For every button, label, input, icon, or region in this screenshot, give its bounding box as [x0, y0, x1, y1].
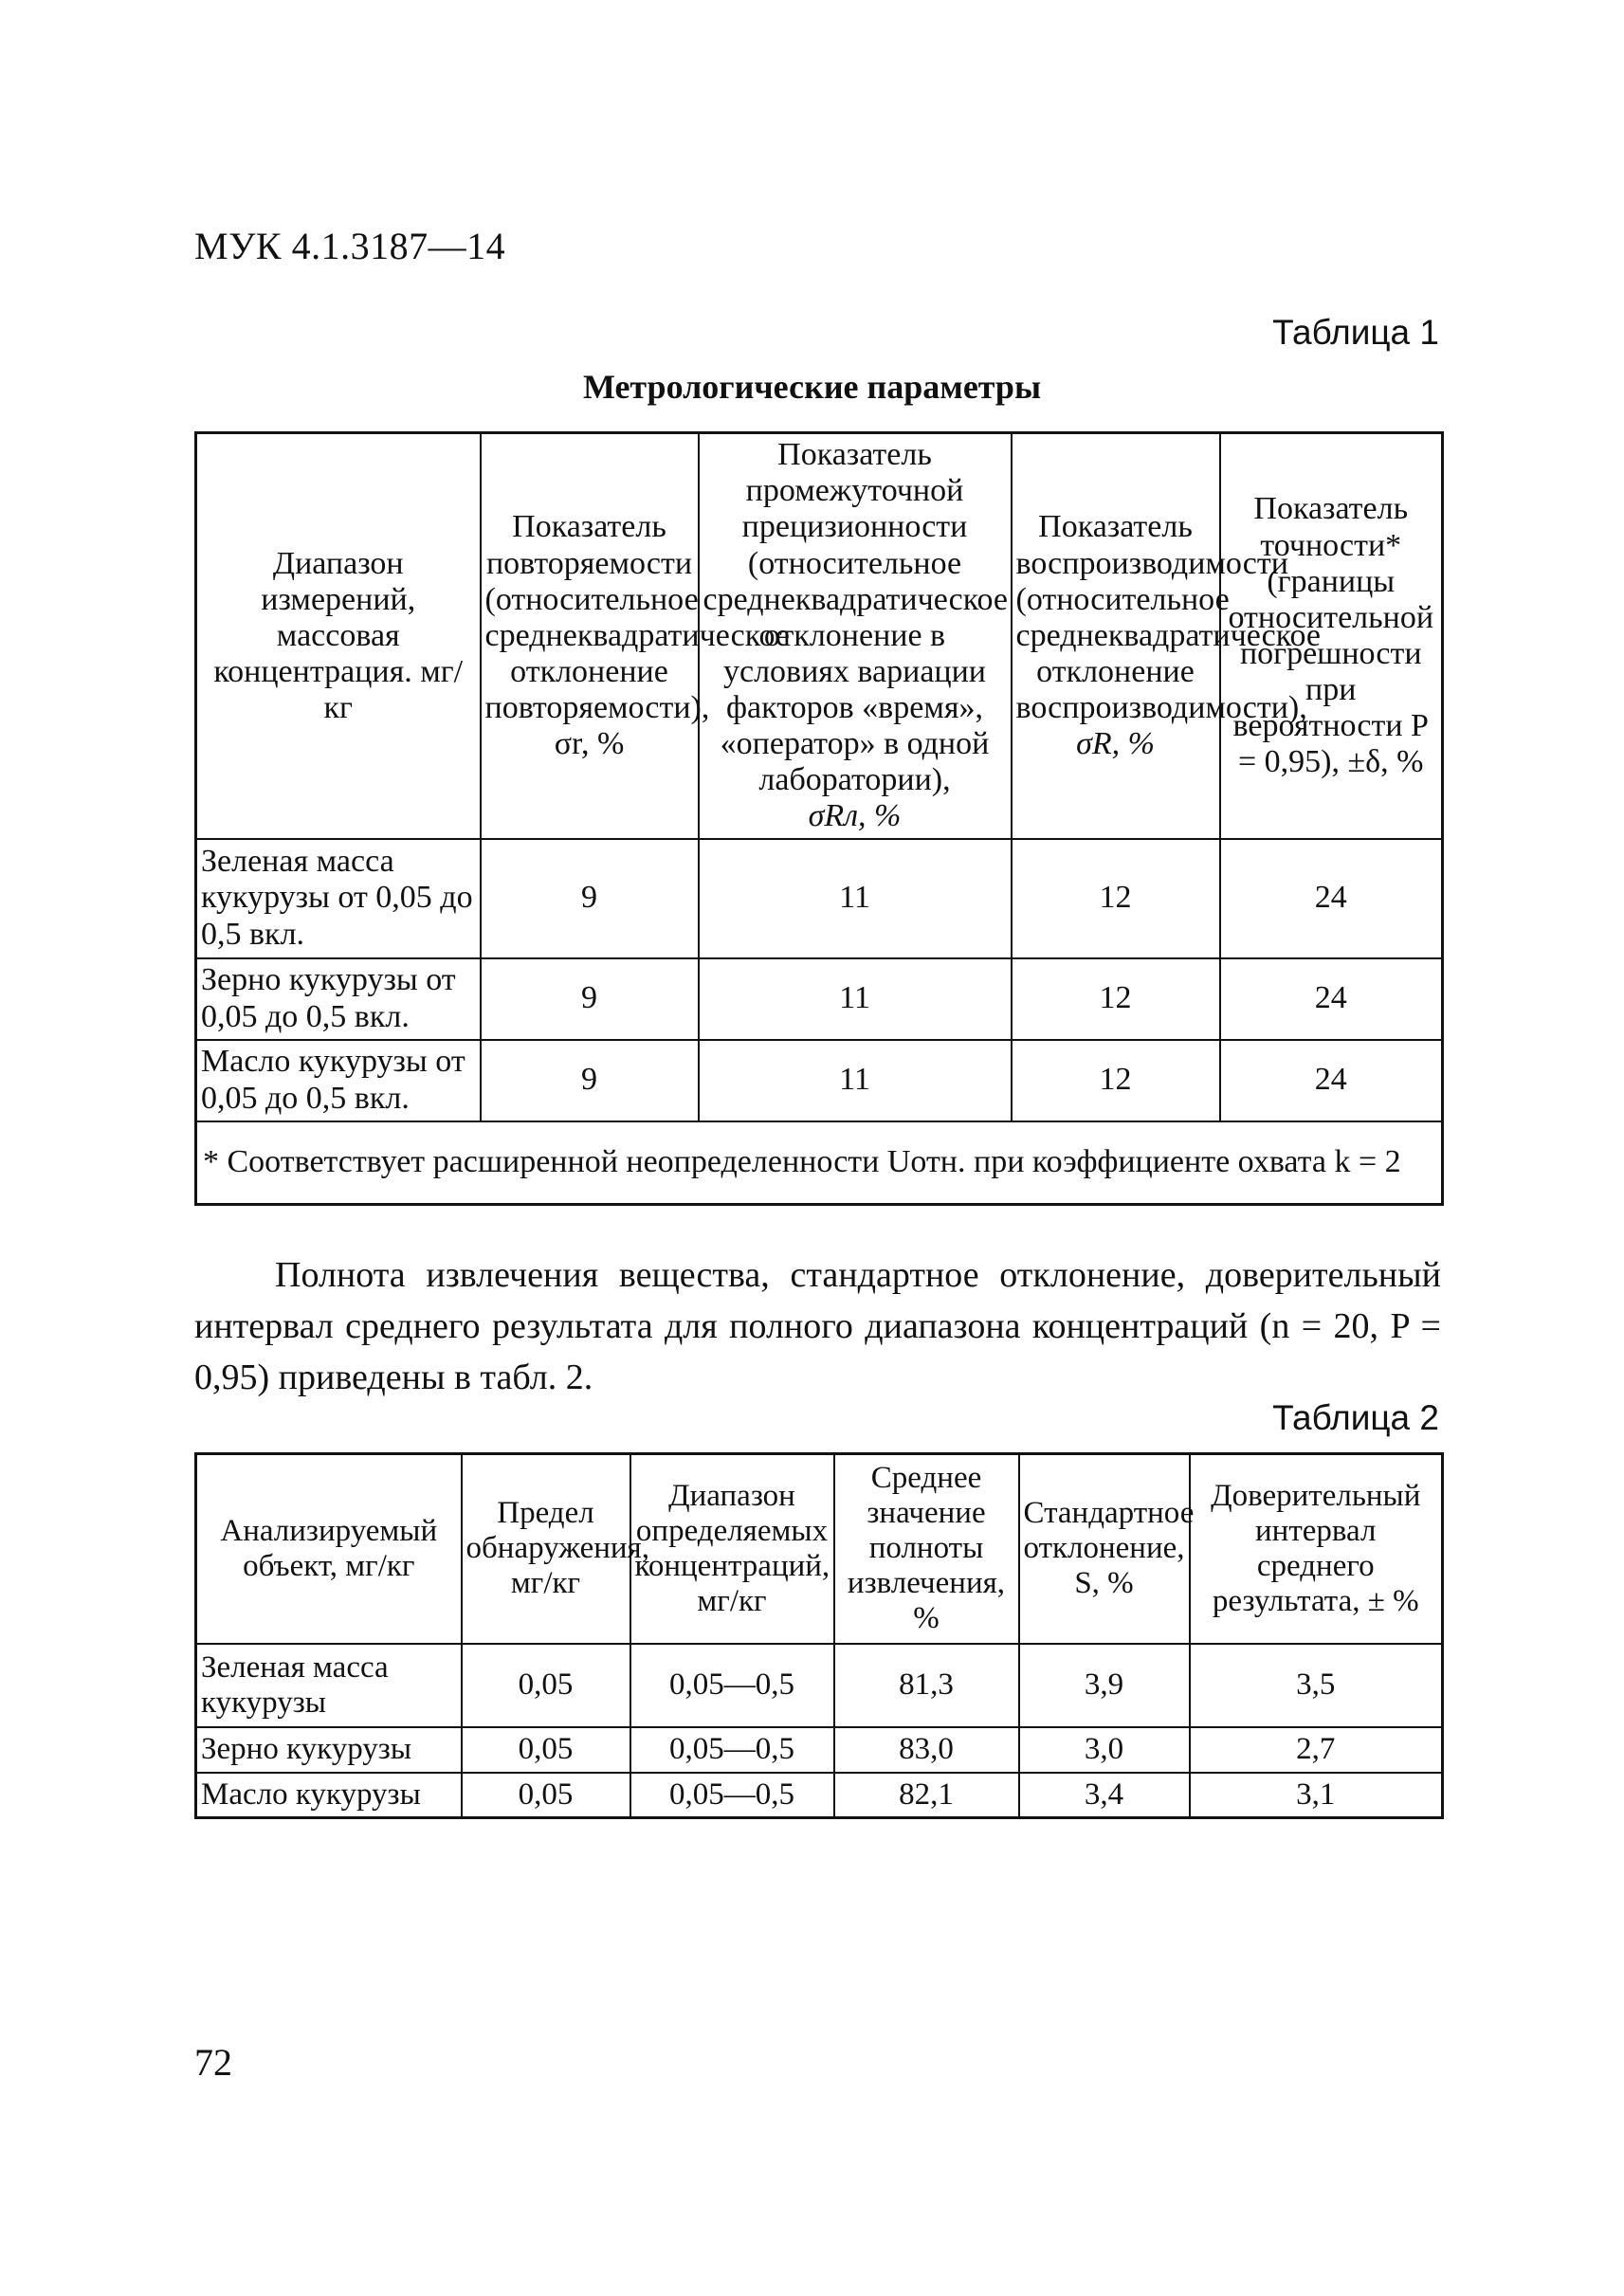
header-accuracy: Показатель точности* (границы относительной погрешности при вероятности P = 0,95), ±δ, % [1220, 433, 1443, 839]
header-object: Анализируемый объект, мг/кг [196, 1454, 462, 1644]
row-object: Зеленая масса кукурузы [196, 1644, 462, 1727]
table-row [196, 839, 1443, 958]
row-repeatability: 9 [481, 958, 699, 1040]
page-number: 72 [194, 2041, 232, 2084]
row-range: Масло кукурузы от 0,05 до 0,5 вкл. [196, 1040, 481, 1121]
table1-title: Метрологические параметры [582, 368, 1042, 406]
header-accuracy-symbol: P = 0,95), ±δ, % [1238, 707, 1429, 779]
table-row [196, 1727, 1443, 1773]
row-range: 0,05—0,5 [630, 1727, 834, 1773]
table-row [196, 1644, 1443, 1727]
row-repeatability: 9 [481, 839, 699, 958]
table1-footnote: * Соответствует расширенной неопределенности Uотн. при коэффициенте охвата k = 2 [196, 1121, 1443, 1205]
row-limit: 0,05 [462, 1727, 630, 1773]
table-row [196, 1773, 1443, 1818]
row-range: Зерно кукурузы от 0,05 до 0,5 вкл. [196, 958, 481, 1040]
row-intermediate: 11 [699, 839, 1012, 958]
header-intermediate-symbol: σRл, % [808, 798, 902, 834]
row-repeatability: 9 [481, 1040, 699, 1121]
row-sd: 3,4 [1019, 1773, 1190, 1818]
header-concentration-range: Диапазон определяемых концентраций, мг/кг [630, 1454, 834, 1644]
header-standard-deviation: Стандартное отклонение, S, % [1019, 1454, 1190, 1644]
row-intermediate: 11 [699, 958, 1012, 1040]
recovery-table [194, 1452, 1444, 1819]
row-ci: 3,5 [1190, 1644, 1443, 1727]
header-repeatability: Показатель повторяемости (относительное среднеквадратическое отклонение повторяемости), σr, % [481, 433, 699, 839]
row-range: Зеленая масса кукурузы от 0,05 до 0,5 вкл. [196, 839, 481, 958]
header-reproducibility: Показатель воспроизводимости (относительное среднеквадратическое отклонение воспроизводимости), σR, % [1012, 433, 1220, 839]
header-mean-recovery: Среднее значение полноты извлечения, % [834, 1454, 1019, 1644]
row-ci: 3,1 [1190, 1773, 1443, 1818]
row-intermediate: 11 [699, 1040, 1012, 1121]
row-range: 0,05—0,5 [630, 1773, 834, 1818]
row-reproducibility: 12 [1012, 958, 1220, 1040]
row-recovery: 81,3 [834, 1644, 1019, 1727]
row-range: 0,05—0,5 [630, 1644, 834, 1727]
row-ci: 2,7 [1190, 1727, 1443, 1773]
row-object: Масло кукурузы [196, 1773, 462, 1818]
row-accuracy: 24 [1220, 958, 1443, 1040]
row-reproducibility: 12 [1012, 839, 1220, 958]
header-confidence-interval: Доверительный интервал среднего результата, ± % [1190, 1454, 1443, 1644]
table-row [196, 958, 1443, 1040]
metrological-parameters-table [194, 431, 1444, 1206]
row-sd: 3,9 [1019, 1644, 1190, 1727]
body-paragraph: Полнота извлечения вещества, стандартное отклонение, доверительный интервал среднего результата для полного диапазона концентраций (n = 20, P = 0,95) приведены в табл. 2. [194, 1255, 1441, 1397]
row-reproducibility: 12 [1012, 1040, 1220, 1121]
table1-label: Таблица 1 [1272, 313, 1439, 352]
header-repeatability-symbol: σr, % [554, 725, 625, 761]
header-detection-limit: Предел обнаружения, мг/кг [462, 1454, 630, 1644]
row-accuracy: 24 [1220, 839, 1443, 958]
row-object: Зерно кукурузы [196, 1727, 462, 1773]
document-code: МУК 4.1.3187—14 [194, 225, 506, 267]
header-range: Диапазон измерений, массовая концентрация. мг/кг [196, 433, 481, 839]
table2-label: Таблица 2 [1272, 1398, 1439, 1437]
header-reproducibility-symbol: σR, % [1076, 725, 1155, 761]
row-accuracy: 24 [1220, 1040, 1443, 1121]
row-recovery: 82,1 [834, 1773, 1019, 1818]
table-row [196, 1040, 1443, 1121]
row-recovery: 83,0 [834, 1727, 1019, 1773]
row-sd: 3,0 [1019, 1727, 1190, 1773]
row-limit: 0,05 [462, 1644, 630, 1727]
row-limit: 0,05 [462, 1773, 630, 1818]
header-intermediate: Показатель промежуточной прецизионности (относительное среднеквадратическое отклонение в условиях вариации факторов «время», «оператор» в одной лаборатории), σRл, % [699, 433, 1012, 839]
